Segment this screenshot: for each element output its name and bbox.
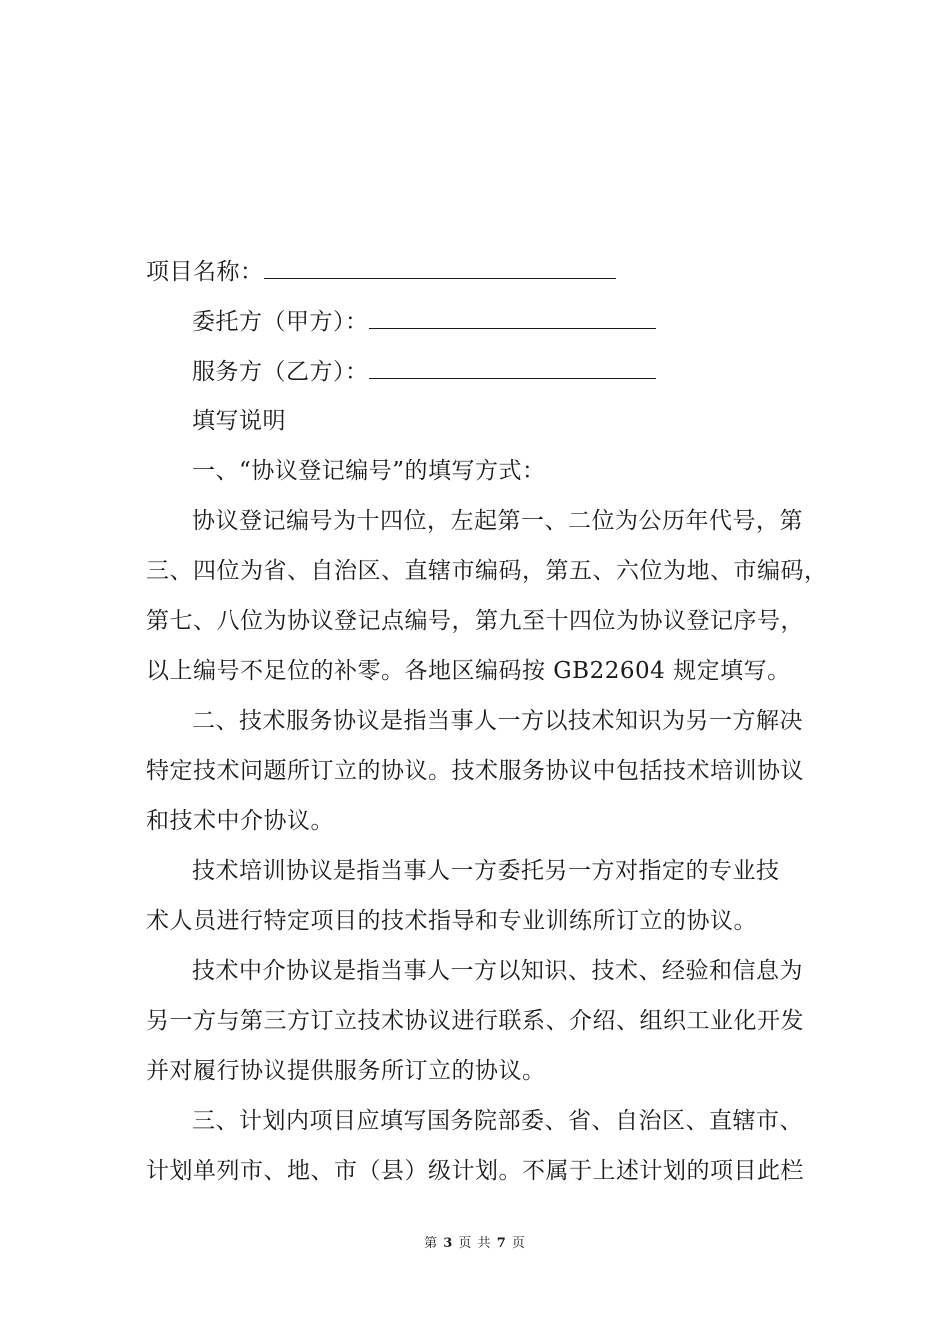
client-row xyxy=(192,306,862,337)
paragraph-line: 并对履行协议提供服务所订立的协议。 xyxy=(146,1058,546,1084)
paragraph-line: 计划单列市、地、市（县）级计划。不属于上述计划的项目此栏 xyxy=(146,1158,804,1184)
paragraph-line: 一、“协议登记编号”的填写方式： xyxy=(192,458,546,484)
paragraph-line: 特定技术问题所订立的协议。技术服务协议中包括技术培训协议 xyxy=(146,758,804,784)
paragraph-line: 技术中介协议是指当事人一方以知识、技术、经验和信息为 xyxy=(192,958,803,984)
section-title: 填写说明 xyxy=(192,408,286,434)
footer-suffix: 页 xyxy=(511,1236,526,1251)
paragraph-line: 二、技术服务协议是指当事人一方以技术知识为另一方解决 xyxy=(192,708,803,734)
footer-middle: 页 共 xyxy=(458,1236,492,1251)
footer-prefix: 第 xyxy=(424,1236,439,1251)
paragraph-line: 术人员进行特定项目的技术指导和专业训练所订立的协议。 xyxy=(146,908,757,934)
paragraph-line: 三、四位为省、自治区、直辖市编码，第五、六位为地、市编码， xyxy=(146,558,828,584)
client-label: 委托方（甲方）： xyxy=(192,309,369,335)
paragraph-line: 以上编号不足位的补零。各地区编码按 GB22604 规定填写。 xyxy=(146,658,791,684)
footer-current-page: 3 xyxy=(443,1236,454,1251)
paragraph-line: 另一方与第三方订立技术协议进行联系、介绍、组织工业化开发 xyxy=(146,1008,804,1034)
provider-blank[interactable] xyxy=(369,356,656,379)
project-name-blank[interactable] xyxy=(264,256,616,279)
paragraph-line: 和技术中介协议。 xyxy=(146,808,334,834)
client-blank[interactable] xyxy=(369,306,656,329)
project-name-label: 项目名称： xyxy=(146,259,264,285)
paragraph-line: 三、计划内项目应填写国务院部委、省、自治区、直辖市、 xyxy=(192,1108,803,1134)
provider-label: 服务方（乙方）： xyxy=(192,359,369,385)
paragraph-line: 第七、八位为协议登记点编号，第九至十四位为协议登记序号， xyxy=(146,608,804,634)
page-footer xyxy=(0,1236,950,1252)
paragraph-line: 技术培训协议是指当事人一方委托另一方对指定的专业技 xyxy=(192,858,780,884)
footer-total-pages: 7 xyxy=(496,1236,507,1251)
paragraph-line: 协议登记编号为十四位，左起第一、二位为公历年代号，第 xyxy=(192,508,803,534)
project-name-row xyxy=(146,256,816,287)
provider-row xyxy=(192,356,862,387)
